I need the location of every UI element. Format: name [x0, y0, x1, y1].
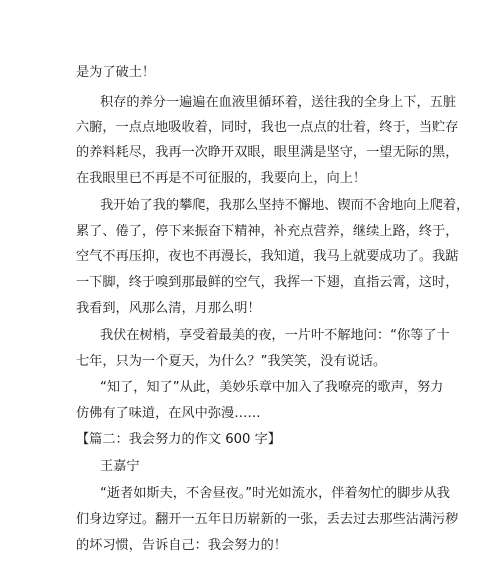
text-line: 七年，只为一个夏天，为什么？”我笑笑，没有说话。: [76, 354, 387, 369]
text-line: 的养料耗尽，我再一次睁开双眼，眼里满是坚守，一望无际的黑，: [76, 145, 459, 160]
text-line: 空气不再压抑，夜也不再漫长，我知道，我马上就要成功了。我踮: [76, 249, 459, 264]
text-line: 一下脚，终于嗅到那最鲜的空气，我挥一下翅，直指云霄，这时，: [76, 275, 459, 290]
paragraph-line: 积存的养分一遍遍在血液里循环着，送往我的全身上下，五脏: [100, 95, 457, 110]
paragraph-line: 我开始了我的攀爬，我那么坚持不懈地、锲而不舍地向上爬着，: [100, 198, 470, 213]
text-line: 累了、倦了，停下来振奋下精神，补充点营养，继续上路，终于，: [76, 224, 459, 239]
text-line: 是为了破土！: [76, 65, 156, 80]
text-line: 们身边穿过。翻开一五年日历崭新的一张，丢去过去那些沾满污秽: [76, 512, 459, 527]
paragraph-line: 我伏在树梢，享受着最美的夜，一片叶不解地问：“你等了十: [100, 328, 450, 343]
author-name: 王嘉宁: [100, 459, 140, 474]
paragraph-line: “逝者如斯夫，不舍昼夜。”时光如流水，伴着匆忙的脚步从我: [100, 486, 450, 501]
text-line: 六腑，一点点地吸收着，同时，我也一点点的壮着，终于，当贮存: [76, 120, 459, 135]
section-heading: 【篇二：我会努力的作文 600 字】: [76, 432, 281, 447]
text-line: 仿佛有了味道，在风中弥漫……: [76, 406, 261, 421]
text-line: 的坏习惯，告诉自己：我会努力的！: [76, 538, 287, 553]
paragraph-line: “知了，知了”从此，美妙乐章中加入了我嘹亮的歌声，努力: [100, 380, 444, 395]
text-line: 我看到，风那么清，月那么明！: [76, 301, 261, 316]
text-line: 在我眼里已不再是不可征服的，我要向上，向上！: [76, 171, 367, 186]
